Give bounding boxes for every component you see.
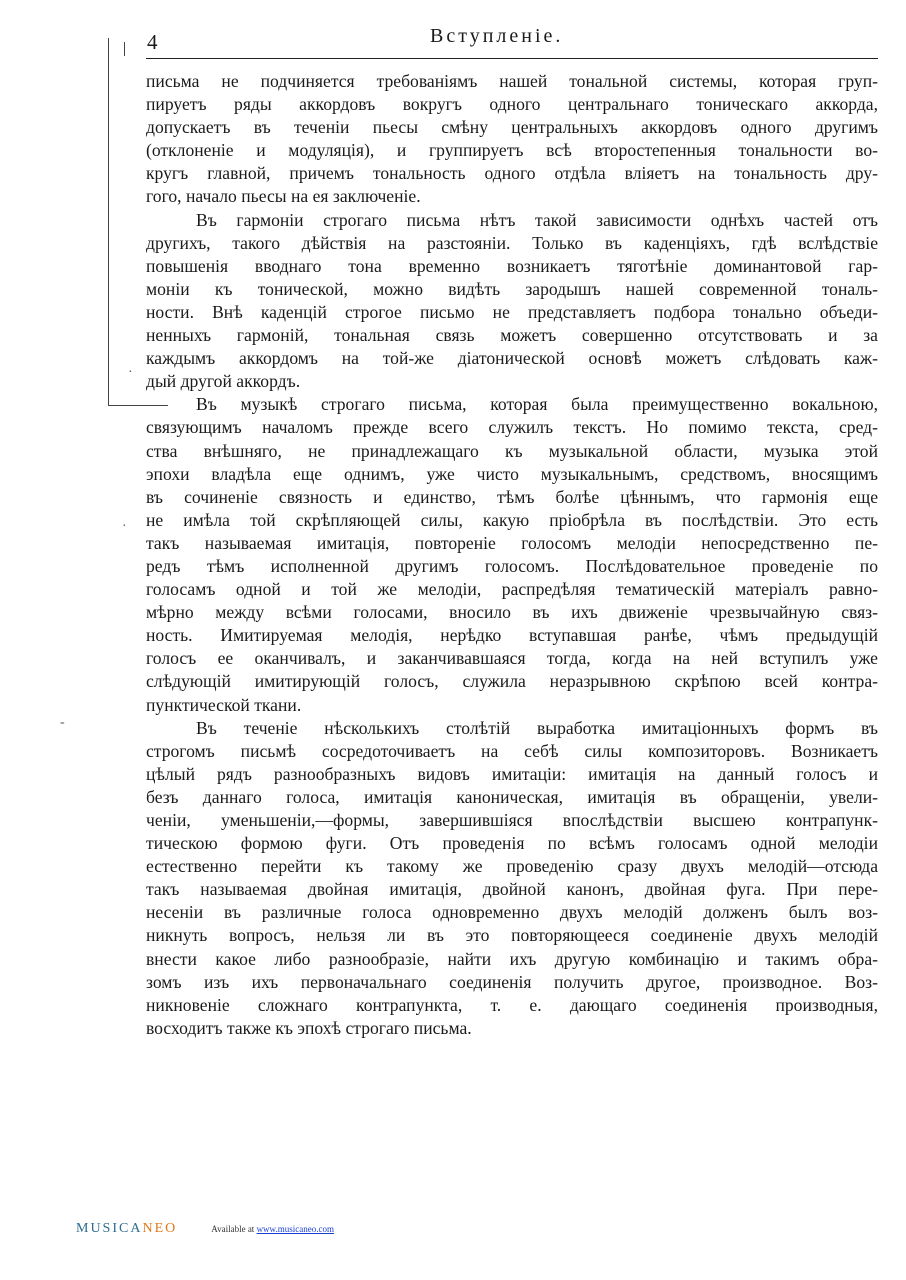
- paragraph: [146, 717, 878, 1040]
- margin-bracket-line: [108, 38, 109, 406]
- text-line: такъ называемая имитація, повтореніе голосомъ мелодіи непосредственно пе-: [146, 532, 878, 553]
- musicaneo-link[interactable]: www.musicaneo.com: [256, 1224, 334, 1234]
- paragraph: [146, 393, 878, 716]
- brand-accent: NEO: [142, 1221, 178, 1236]
- margin-dot: ·: [122, 519, 127, 534]
- margin-tick-mark: [124, 42, 125, 56]
- text-line: внести какое либо разнообразіе, найти ихъ другую комбинацію и такимъ обра-: [146, 948, 878, 969]
- text-line: такъ называемая двойная имитація, двойной канонъ, двойная фуга. При пере-: [146, 879, 878, 900]
- text-line: моніи къ тонической, можно видѣть зародышъ нашей современной тональ-: [146, 278, 878, 299]
- text-line: редъ тѣмъ исполненной другимъ голосомъ. Послѣдовательное проведеніе по: [146, 555, 878, 576]
- text-line: письма не подчиняется требованіямъ нашей тональной системы, которая груп-: [146, 71, 878, 91]
- text-line: несеніи въ различные голоса одновременно двухъ мелодій долженъ былъ воз-: [146, 902, 878, 923]
- text-line: голосъ ее оканчивалъ, и заканчивавшаяся тогда, когда на ней вступилъ уже: [146, 648, 878, 669]
- footer: [76, 1221, 334, 1241]
- text-line: связующимъ началомъ прежде всего служилъ текстъ. Но помимо текста, сред-: [146, 417, 878, 438]
- musicaneo-logo: [76, 1221, 177, 1237]
- text-line: голосамъ одной и той же мелодіи, распредѣляя тематическій матеріалъ равно-: [146, 579, 878, 600]
- text-line: эпохи владѣла еще однимъ, уже чисто музыкальнымъ, средствомъ, вносящимъ: [146, 463, 878, 484]
- text-line: допускаетъ въ теченіи пьесы смѣну центральныхъ аккордовъ одного другимъ: [146, 117, 878, 138]
- header-rule: [146, 58, 878, 59]
- text-line: мѣрно между всѣми голосами, вносило въ ихъ движеніе чрезвычайную связ-: [146, 602, 878, 623]
- text-line: дый другой аккордъ.: [146, 371, 301, 392]
- body-text: [146, 70, 878, 1040]
- text-line: гого, начало пьесы на ея заключеніе.: [146, 186, 421, 207]
- margin-dot: ·: [128, 365, 133, 380]
- text-line: зомъ изъ ихъ первоначальнаго соединенія получить другое, производное. Воз-: [146, 971, 878, 992]
- margin-dot: -: [60, 715, 65, 730]
- text-line: пируетъ ряды аккордовъ вокругъ одного центральнаго тоническаго аккорда,: [146, 94, 878, 115]
- text-line: Въ гармоніи строгаго письма нѣтъ такой зависимости однѣхъ частей отъ: [196, 209, 878, 230]
- text-line: ности. Внѣ каденцій строгое письмо не представляетъ подбора тонально объеди-: [146, 301, 878, 322]
- text-line: Въ теченіе нѣсколькихъ столѣтій выработка имитаціонныхъ формъ въ: [196, 717, 878, 738]
- text-line: другихъ, такого дѣйствія на разстояніи. Только въ каденціяхъ, гдѣ вслѣдствіе: [146, 232, 878, 253]
- text-line: никнуть вопросъ, нельзя ли въ это повторяющееся соединеніе двухъ мелодій: [146, 925, 878, 946]
- paragraph: [146, 70, 878, 209]
- text-line: ства внѣшняго, не принадлежащаго къ музыкальной области, музыка этой: [146, 440, 878, 461]
- text-line: строгомъ письмѣ сосредоточиваетъ на себѣ силы композиторовъ. Возникаетъ: [146, 740, 878, 761]
- running-title: Вступленіе.: [430, 25, 564, 47]
- text-line: цѣлый рядъ разнообразныхъ видовъ имитаціи: имитація на данный голосъ и: [146, 763, 878, 784]
- text-line: кругъ главной, причемъ тональность одного отдѣла вліяетъ на тональность дру-: [146, 163, 878, 184]
- text-line: восходитъ также къ эпохѣ строгаго письма.: [146, 1017, 472, 1038]
- text-line: безъ даннаго голоса, имитація каноническая, имитація въ обращеніи, увели-: [146, 786, 878, 807]
- text-line: никновеніе сложнаго контрапункта, т. е. дающаго соединенія производныя,: [146, 994, 878, 1015]
- text-line: ность. Имитируемая мелодія, нерѣдко вступавшая ранѣе, чѣмъ предыдущій: [146, 625, 878, 646]
- available-prefix: Available at: [211, 1224, 257, 1234]
- text-line: ненныхъ гармоній, тональная связь можетъ совершенно отсутствовать и за: [146, 325, 878, 346]
- brand-main: MUSICA: [76, 1221, 143, 1236]
- page-number: 4: [147, 30, 158, 54]
- text-line: естественно перейти къ такому же проведенію сразу двухъ мелодій—отсюда: [146, 856, 878, 877]
- text-line: каждымъ аккордомъ на той-же діатонической основѣ можетъ слѣдовать каж-: [146, 348, 878, 369]
- text-line: тическою формою фуги. Отъ проведенія по всѣмъ голосамъ одной мелодіи: [146, 833, 878, 854]
- text-line: въ сочиненіе связность и единство, тѣмъ болѣе цѣннымъ, что гармонія еще: [146, 486, 878, 507]
- text-line: ченіи, уменьшеніи,—формы, завершившіяся впослѣдствіи высшею контрапунк-: [146, 810, 878, 830]
- text-line: Въ музыкѣ строгаго письма, которая была преимущественно вокальною,: [196, 394, 878, 415]
- text-line: слѣдующій имитирующій голосъ, служила неразрывною скрѣпою всей контра-: [146, 671, 878, 692]
- text-line: повышенія вводнаго тона временно возникаетъ тяготѣніе доминантовой гар-: [146, 255, 878, 276]
- availability-note: [211, 1224, 334, 1234]
- text-line: (отклоненіе и модуляція), и группируетъ всѣ второстепенныя тональности во-: [146, 140, 878, 161]
- text-line: не имѣла той скрѣпляющей силы, какую пріобрѣла въ послѣдствіи. Это есть: [146, 509, 878, 530]
- text-line: пунктической ткани.: [146, 694, 302, 715]
- paragraph: [146, 209, 878, 394]
